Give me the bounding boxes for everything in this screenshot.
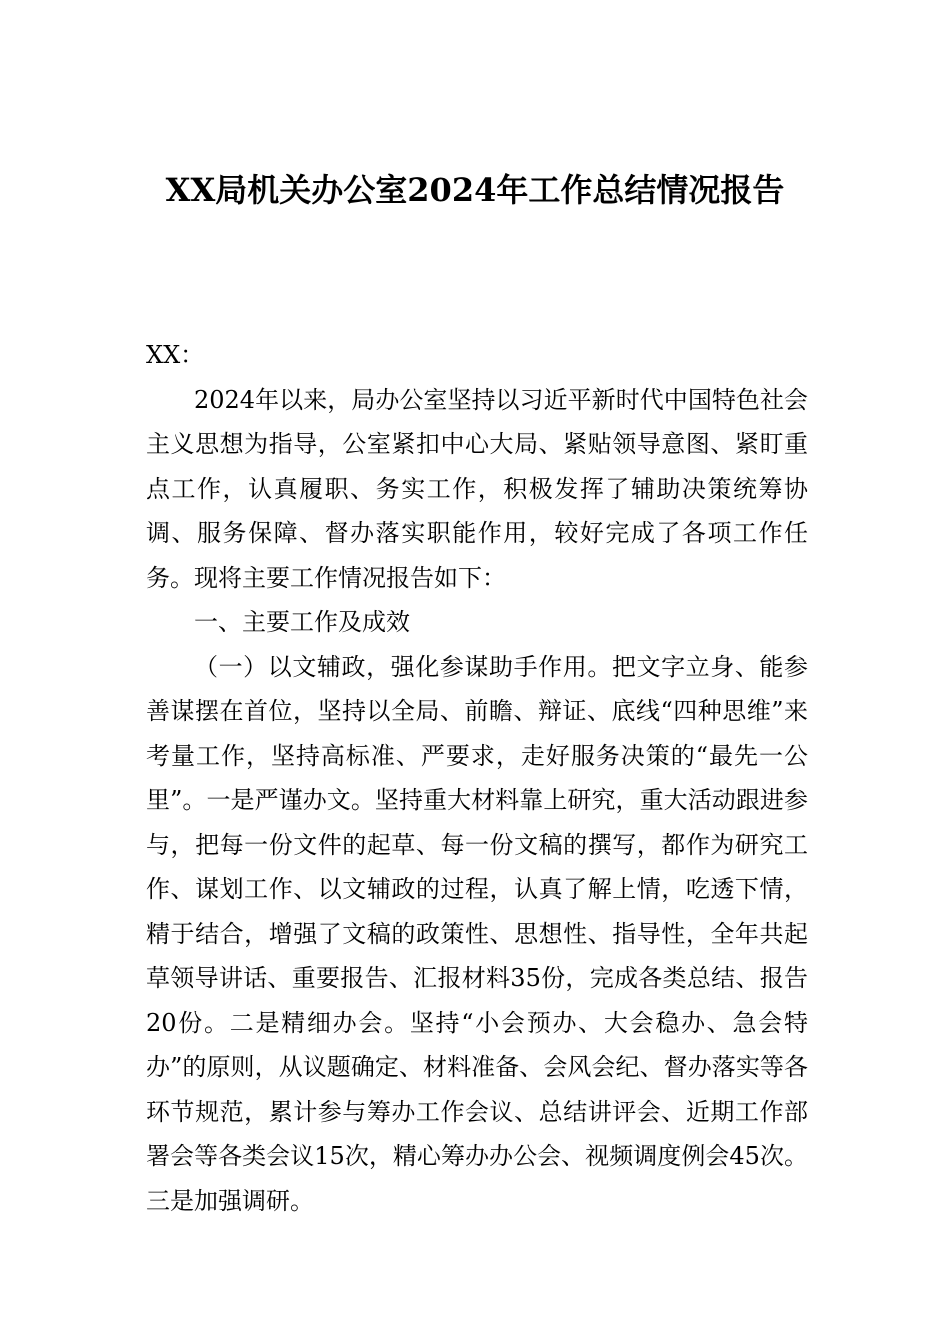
body-paragraph: （一）以文辅政，强化参谋助手作用。把文字立身、能参善谋摆在首位，坚持以全局、前瞻、辩证、底线“四种思维”来考量工作，坚持高标准、严要求，走好服务决策的“最先一公里”。一是严谨办文。坚持重大材料靠上研究，重大活动跟进参与，把每一份文件的起草、每一份文稿的撰写，都作为研究工作、谋划工作、以文辅政的过程，认真了解上情，吃透下情，精于结合，增强了文稿的政策性、思想性、指导性，全年共起草领导讲话、重要报告、汇报材料35份，完成各类总结、报告20份。二是精细办会。坚持“小会预办、大会稳办、急会特办”的原则，从议题确定、材料准备、会风会纪、督办落实等各环节规范，累计参与筹办工作会议、总结讲评会、近期工作部署会等各类会议15次，精心筹办办公会、视频调度例会45次。三是加强调研。	[146, 652, 808, 1215]
intro-paragraph: 2024年以来，局办公室坚持以习近平新时代中国特色社会主义思想为指导，公室紧扣中心大局、紧贴领导意图、紧盯重点工作，认真履职、务实工作，积极发挥了辅助决策统筹协调、服务保障、督办落实职能作用，较好完成了各项工作任务。现将主要工作情况报告如下：	[146, 385, 808, 592]
salutation: XX：	[146, 341, 205, 369]
document-title: XX局机关办公室2024年工作总结情况报告	[165, 171, 785, 209]
section-heading: 一、主要工作及成效	[194, 608, 410, 636]
document-body	[146, 333, 808, 1223]
